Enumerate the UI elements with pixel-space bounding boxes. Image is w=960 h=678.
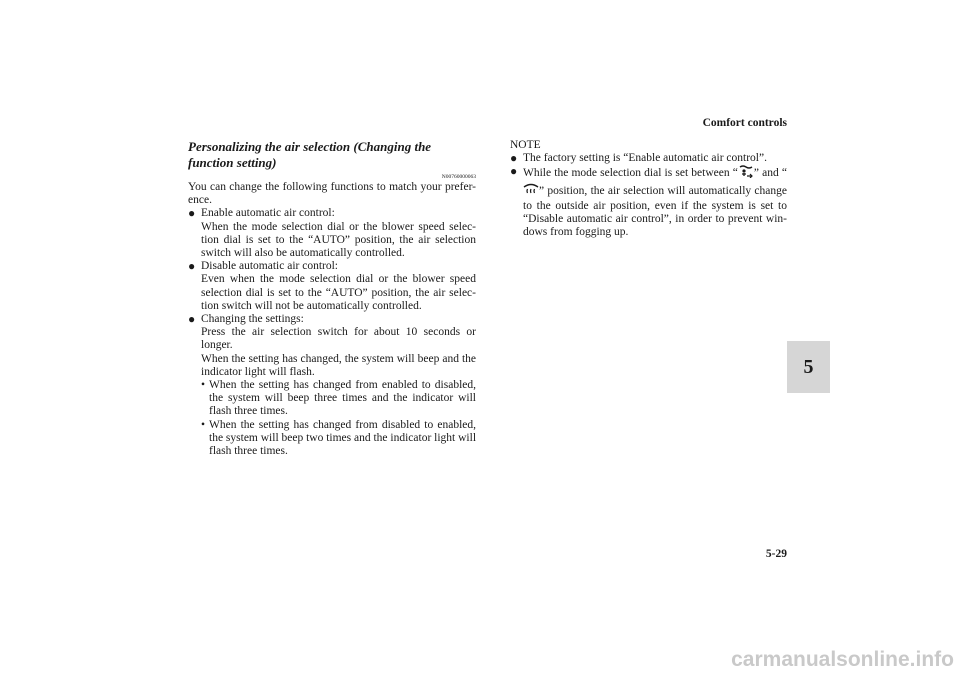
list-item xyxy=(188,260,476,313)
note-text-part: ” and “ xyxy=(753,167,787,180)
list-item xyxy=(188,207,476,260)
item-text: Even when the mode selection dial or the blower speed selection dial is set to the “AUTO” position, the air selec-tion switch will not be automatically controlled. xyxy=(201,273,476,312)
note-heading: NOTE xyxy=(510,139,541,151)
item-text: Press the air selection switch for about 10 seconds or longer. xyxy=(201,326,476,352)
section-title: Personalizing the air selection (Changing the function setting) xyxy=(188,139,432,170)
sub-list-item xyxy=(201,419,476,459)
note-item xyxy=(510,165,787,239)
list-item xyxy=(188,313,476,458)
left-column xyxy=(188,139,476,458)
item-label: Disable automatic air control: xyxy=(201,260,338,273)
item-label: Enable automatic air control: xyxy=(201,207,335,220)
item-text: When the mode selection dial or the blower speed selec-tion dial is set to the “AUTO” position, the air selection switch will also be automatically controlled. xyxy=(201,220,476,260)
note-text xyxy=(523,165,787,239)
sub-bullet-icon: • xyxy=(201,418,206,431)
sub-list-item xyxy=(201,379,476,419)
note-item xyxy=(510,152,787,165)
bullet-icon: ● xyxy=(188,206,196,221)
sub-item-text: When the setting has changed from enabled to disabled, the system will beep three times and the indicator will flash three times. xyxy=(209,379,476,418)
right-column xyxy=(510,139,787,239)
bullet-icon: ● xyxy=(510,164,518,179)
note-text-part: ” position, the air selection will automatically change to the outside air position, even if the system is set to “Disable automatic air control”, in order to prevent win-dows from fogging up. xyxy=(523,184,787,239)
watermark: carmanualsonline.info xyxy=(731,648,954,671)
item-text: When the setting has changed, the system will beep and the indicator light will flash. xyxy=(201,352,476,378)
sub-item-text: When the setting has changed from disabled to enabled, the system will beep two times and the indicator light will flash three times. xyxy=(209,418,477,458)
item-label: Changing the settings: xyxy=(201,313,304,326)
sub-bullet-icon: • xyxy=(201,379,206,392)
note-text-part: While the mode selection dial is set between “ xyxy=(523,167,738,180)
chapter-tab: 5 xyxy=(787,341,830,393)
defrost-mode-icon xyxy=(523,183,539,200)
note-text: The factory setting is “Enable automatic air control”. xyxy=(523,152,767,165)
bullet-icon: ● xyxy=(510,151,518,166)
intro-paragraph: You can change the following functions to match your prefer-ence. xyxy=(188,181,476,207)
page-number: 5-29 xyxy=(765,548,787,560)
section-code: N00760000063 xyxy=(441,174,476,180)
floor-defrost-mode-icon xyxy=(738,165,754,182)
page-header: Comfort controls xyxy=(702,117,787,129)
bullet-icon: ● xyxy=(188,312,196,327)
bullet-icon: ● xyxy=(188,259,196,274)
